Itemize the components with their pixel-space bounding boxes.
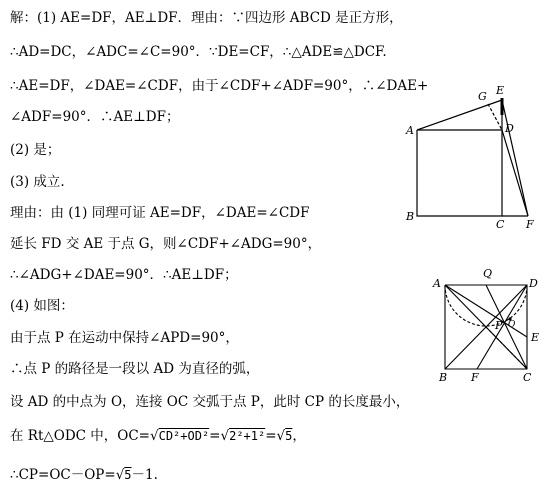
text-line-13: 设 AD 的中点为 O，连接 OC 交弧于点 P，此时 CP 的长度最小， — [10, 394, 410, 410]
text-line-8: 延长 FD 交 AE 于点 G，则∠CDF+∠ADG=90°， — [10, 236, 322, 252]
final-radicand: 5 — [124, 468, 132, 482]
rt-prefix: 在 Rt△ODC 中，OC= — [10, 428, 150, 444]
figure-2 — [425, 265, 552, 390]
label-d: D — [505, 122, 514, 135]
final-prefix: ∴CP=OC－OP= — [10, 467, 116, 483]
final-tail: －1. — [131, 467, 158, 483]
label-b: B — [406, 210, 415, 223]
equals-1: = — [209, 428, 221, 444]
text-line-12: ∴点 P 的路径是一段以 AD 为直径的弧， — [10, 361, 260, 377]
label-f: F — [471, 371, 479, 384]
label-c: C — [523, 371, 532, 384]
text-line-14: 在 Rt△ODC 中，OC=√CD²+OD²=√2²+1²=√5， — [10, 428, 306, 444]
label-a: A — [433, 277, 441, 290]
label-o: O — [508, 320, 516, 330]
text-line-9: ∴∠ADG+∠DAE=90°．∴AE⊥DF； — [10, 267, 238, 283]
text-line-2: ∴AD=DC，∠ADC=∠C=90°．∵DE=CF，∴△ADE≌△DCF. — [10, 44, 387, 60]
label-g: G — [478, 90, 487, 103]
radicand-1: CD²+OD² — [158, 429, 210, 443]
segment-qc — [486, 285, 527, 369]
text-line-6: (3) 成立. — [10, 174, 65, 190]
text-line-3: ∴AE=DF，∠DAE=∠CDF，由于∠CDF+∠ADF=90°，∴∠DAE+ — [10, 78, 429, 94]
line14-tail: ， — [292, 428, 306, 444]
figure-1 — [400, 80, 550, 235]
radicand-2: 2²+1² — [229, 429, 266, 443]
square-abcd — [417, 130, 502, 216]
text-line-15: ∴CP=OC－OP=√5－1. — [10, 467, 158, 483]
text-line-1: 解：(1) AE=DF，AE⊥DF．理由：∵四边形 ABCD 是正方形， — [10, 10, 403, 26]
label-p: P — [495, 319, 503, 332]
segment-df — [502, 130, 528, 216]
radicand-3: 5 — [285, 429, 293, 443]
text-line-11: 由于点 P 在运动中保持∠APD=90°， — [10, 330, 239, 346]
label-d: D — [529, 277, 538, 290]
segment-gd — [488, 104, 502, 130]
label-b: B — [439, 371, 448, 384]
text-line-4: ∠ADF=90°．∴AE⊥DF； — [10, 109, 180, 125]
segment-ef — [502, 100, 528, 216]
label-f: F — [526, 218, 534, 231]
text-line-5: (2) 是； — [10, 142, 61, 158]
label-c: C — [496, 218, 505, 231]
segment-ae — [417, 100, 502, 130]
label-e: E — [531, 331, 540, 344]
text-line-10: (4) 如图： — [10, 298, 74, 314]
label-a: A — [406, 124, 414, 137]
label-q: Q — [483, 267, 493, 280]
text-line-7: 理由：由 (1) 同理可证 AE=DF，∠DAE=∠CDF — [10, 205, 310, 221]
equals-2: = — [265, 428, 277, 444]
label-e: E — [496, 84, 505, 97]
